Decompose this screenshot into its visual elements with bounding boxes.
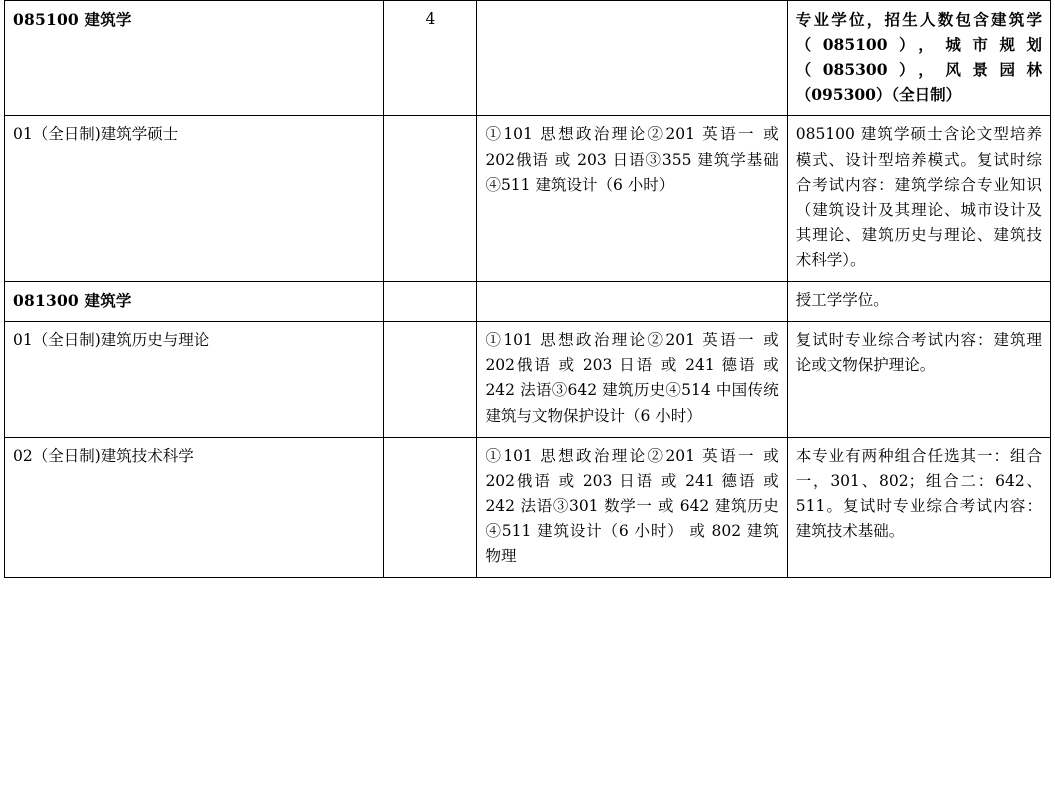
enrollment-count [384,282,477,322]
enrollment-count [384,437,477,578]
exam-subjects: ①101 思想政治理论②201 英语一 或 202俄语 或 203 日语③355 建筑学基础④511 建筑设计（6 小时） [477,116,787,282]
research-direction: 01（全日制)建筑历史与理论 [5,322,384,437]
exam-subjects: ①101 思想政治理论②201 英语一 或 202俄语 或 203 日语 或 241 德语 或 242 法语③642 建筑历史④514 中国传统建筑与文物保护设计（6 小时） [477,322,787,437]
research-direction: 01（全日制)建筑学硕士 [5,116,384,282]
research-direction: 02（全日制)建筑技术科学 [5,437,384,578]
exam-subjects [477,1,787,116]
enrollment-count [384,322,477,437]
table-row [5,282,1051,322]
remark: 复试时专业综合考试内容：建筑理论或文物保护理论。 [787,322,1050,437]
table-row [5,437,1051,578]
exam-subjects [477,282,787,322]
remark: 085100 建筑学硕士含论文型培养模式、设计型培养模式。复试时综合考试内容：建筑学综合专业知识（建筑设计及其理论、城市设计及其理论、建筑历史与理论、建筑技术科学）。 [787,116,1050,282]
exam-subjects: ①101 思想政治理论②201 英语一 或 202俄语 或 203 日语 或 241 德语 或 242 法语③301 数学一 或 642 建筑历史④511 建筑设计（6 小时） 或 802 建筑物理 [477,437,787,578]
remark: 授工学学位。 [787,282,1050,322]
table-row [5,1,1051,116]
major-code-name: 085100 建筑学 [5,1,384,116]
remark: 专业学位，招生人数包含建筑学（085100），城市规划（085300），风景园林（095300）（全日制） [787,1,1050,116]
remark: 本专业有两种组合任选其一：组合一，301、802；组合二：642、511。复试时专业综合考试内容：建筑技术基础。 [787,437,1050,578]
admissions-table [4,0,1051,578]
enrollment-count: 4 [384,1,477,116]
enrollment-count [384,116,477,282]
table-row [5,322,1051,437]
table-row [5,116,1051,282]
major-code-name: 081300 建筑学 [5,282,384,322]
